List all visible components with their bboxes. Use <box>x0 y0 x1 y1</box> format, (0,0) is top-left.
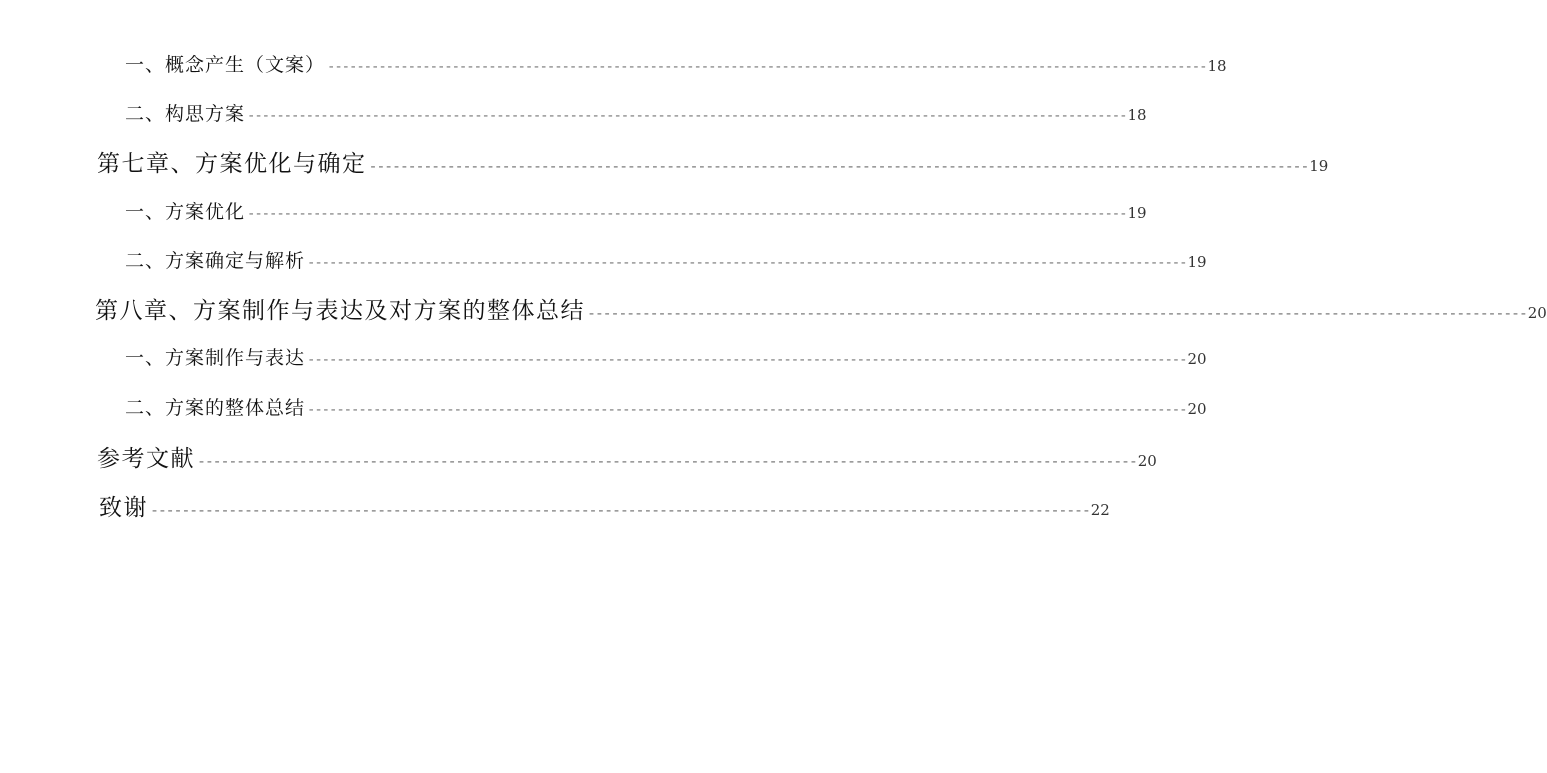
toc-entry <box>125 197 1147 224</box>
toc-entry-label: 二、方案确定与解析 <box>125 250 306 272</box>
toc-leader-dashes: ------------------------------------------------------------------------------------------------------------------------ <box>307 402 1187 418</box>
toc-page-number: 19 <box>1309 157 1329 175</box>
toc-leader-dashes: ------------------------------------------------------------------------------------------------------------------------ <box>307 352 1187 368</box>
toc-chapter-entry <box>97 145 1329 178</box>
toc-entry <box>125 50 1227 77</box>
toc-page-number: 19 <box>1187 253 1207 271</box>
toc-entry-label: 二、方案的整体总结 <box>125 397 306 419</box>
toc-leader-dashes: ------------------------------------------------------------------------------------------------------------------------ <box>247 206 1127 222</box>
toc-page-number: 22 <box>1090 501 1110 519</box>
toc-entry <box>125 343 1207 370</box>
toc-chapter-entry <box>97 440 1157 473</box>
toc-leader-dashes: ------------------------------------------------------------------------------------------------------------------------ <box>307 255 1187 271</box>
toc-chapter-label: 参考文献 <box>97 446 195 472</box>
toc-entry-label: 二、构思方案 <box>125 103 246 125</box>
toc-chapter-entry <box>99 489 1110 522</box>
toc-entry <box>125 99 1147 126</box>
toc-entry <box>125 393 1207 420</box>
toc-page-number: 20 <box>1187 350 1207 368</box>
toc-leader-dashes: ------------------------------------------------------------------------------------------------------------------------ <box>150 501 1090 519</box>
toc-leader-dashes: ------------------------------------------------------------------------------------------------------------------------ <box>587 304 1527 322</box>
toc-leader-dashes: ------------------------------------------------------------------------------------------------------------------------ <box>247 108 1127 124</box>
toc-entry-label: 一、方案优化 <box>125 201 246 223</box>
toc-entry-label: 一、概念产生（文案） <box>125 54 326 76</box>
toc-leader-dashes: ------------------------------------------------------------------------------------------------------------------------ <box>327 59 1207 75</box>
toc-page-number: 19 <box>1127 204 1147 222</box>
toc-chapter-label: 致谢 <box>99 495 148 521</box>
toc-chapter-label: 第七章、方案优化与确定 <box>97 151 367 177</box>
toc-entry <box>125 246 1207 273</box>
toc-chapter-entry <box>95 292 1547 325</box>
toc-leader-dashes: ------------------------------------------------------------------------------------------------------------------------ <box>197 452 1137 470</box>
toc-leader-dashes: ------------------------------------------------------------------------------------------------------------------------ <box>368 157 1309 175</box>
toc-chapter-label: 第八章、方案制作与表达及对方案的整体总结 <box>95 298 585 324</box>
toc-page-number: 20 <box>1527 304 1547 322</box>
toc-page-number: 20 <box>1187 400 1207 418</box>
toc-page-number: 20 <box>1137 452 1157 470</box>
toc-page-number: 18 <box>1127 106 1147 124</box>
toc-entry-label: 一、方案制作与表达 <box>125 347 306 369</box>
toc-page-number: 18 <box>1207 57 1227 75</box>
